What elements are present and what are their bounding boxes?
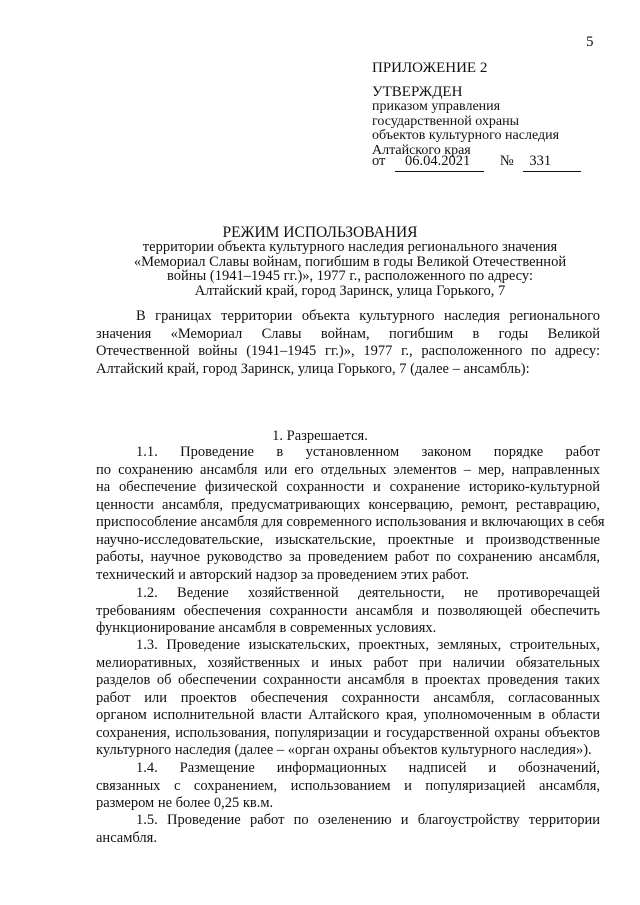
section-heading: 1. Разрешается. (272, 428, 368, 444)
paragraph-1-2 (96, 585, 600, 638)
text-line: 1.2. Ведение хозяйственной деятельности, не противоречащей (136, 585, 600, 601)
text-line: ансамбля. (96, 829, 157, 846)
text-line: значения «Мемориал Славы войнам, погибшим в годы Великой (96, 325, 600, 342)
order-date: 06.04.2021 (395, 153, 484, 172)
paragraph-1-1 (96, 444, 605, 584)
text-line: требованиям обеспечения сохранности ансамбля и позволяющей обеспечить (96, 602, 600, 619)
from-label: от (372, 153, 386, 169)
text-line: Алтайский край, город Заринск, улица Горького, 7 (далее – ансамбль): (96, 360, 530, 377)
subtitle-line: «Мемориал Славы войнам, погибшим в годы Великой Отечественной (133, 253, 567, 270)
text-line: 1.4. Размещение информационных надписей и обозначений, (136, 760, 600, 776)
order-date-number (372, 153, 581, 172)
text-line: В границах территории объекта культурного наследия регионального (136, 308, 600, 324)
approval-order-text (372, 100, 612, 158)
intro-paragraph (96, 308, 600, 378)
order-line: Алтайского края (372, 142, 471, 158)
paragraph-1-3 (96, 637, 600, 760)
text-line: культурного наследия (далее – «орган охраны объектов культурного наследия»). (96, 742, 592, 758)
order-line: приказом управления (372, 99, 501, 114)
text-line: органом исполнительной власти Алтайского края, уполномоченным в области (96, 707, 600, 723)
text-line: ценности ансамбля, предусматривающих консервацию, ремонт, реставрацию, (96, 496, 600, 513)
text-line: технический и авторский надзор за проведением этих работ. (96, 566, 469, 583)
order-line: государственной охраны (372, 113, 520, 129)
text-line: размером не более 0,25 кв.м. (96, 795, 274, 811)
document-subtitle (110, 240, 590, 298)
text-line: по сохранению ансамбля или его отдельных элементов – мер, направленных (96, 461, 600, 478)
text-line: на обеспечение физической сохранности и сохранение историко-культурной (96, 479, 600, 495)
text-line: разделов об обеспечении сохранности ансамбля в проектах проведения таких (96, 672, 600, 688)
text-line: 1.1. Проведение в установленном законом порядке работ (136, 444, 600, 460)
paragraph-1-4 (96, 760, 600, 813)
approved-label: УТВЕРЖДЕН (372, 84, 463, 100)
text-line: приспособление ансамбля для современного использования и включающих в себя (96, 514, 605, 530)
order-line: объектов культурного наследия (372, 128, 560, 143)
text-line: научно-исследовательские, изыскательские, проектные и производственные (96, 531, 600, 548)
text-line: мелиоративных, хозяйственных и иных работ при наличии обязательных (96, 654, 600, 671)
text-line: 1.3. Проведение изыскательских, проектных, земляных, строительных, (136, 637, 600, 653)
text-line: работы, научное руководство за проведением работ по сохранению ансамбля, (96, 549, 600, 565)
subtitle-line: территории объекта культурного наследия регионального значения (142, 239, 558, 255)
text-line: 1.5. Проведение работ по озеленению и благоустройству территории (136, 812, 600, 828)
document-title: РЕЖИМ ИСПОЛЬЗОВАНИЯ (222, 224, 418, 241)
subtitle-line: Алтайский край, город Заринск, улица Горького, 7 (194, 282, 506, 299)
number-label: № (499, 153, 514, 169)
page-number: 5 (586, 34, 594, 50)
text-line: работ или проектов обеспечения сохранности ансамбля, согласованных (96, 689, 600, 706)
subtitle-line: войны (1941–1945 гг.)», 1977 г., расположенного по адресу: (167, 268, 533, 284)
order-number: 331 (523, 153, 581, 172)
text-line: связанных с сохранением, использованием и популяризацией ансамбля, (96, 777, 600, 794)
text-line: функционирование ансамбля в современных условиях. (96, 620, 437, 636)
appendix-label: ПРИЛОЖЕНИЕ 2 (372, 60, 488, 76)
text-line: Отечественной войны (1941–1945 гг.)», 1977 г., расположенного по адресу: (96, 343, 600, 359)
text-line: сохранения, использования, популяризации и государственной охраны объектов (96, 724, 600, 741)
paragraph-1-5 (96, 812, 600, 847)
